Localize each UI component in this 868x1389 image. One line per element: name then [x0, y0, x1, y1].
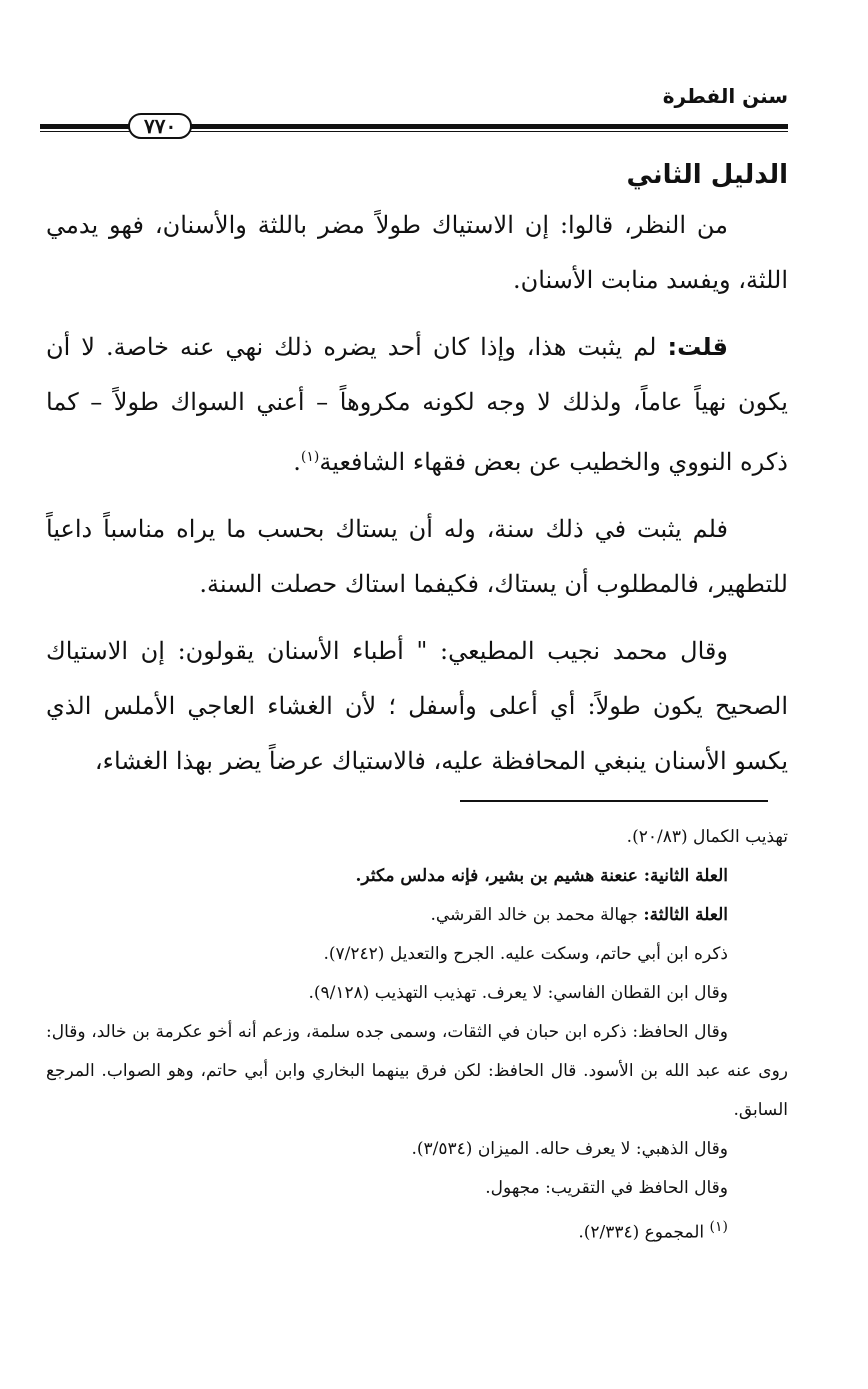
paragraph-1: من النظر، قالوا: إن الاستياك طولاً مضر باللثة والأسنان، فهو يدمي اللثة، ويفسد منابت الأسنان.: [46, 211, 788, 294]
footnote-line-2: [46, 857, 788, 896]
paragraph-2-text: لم يثبت هذا، وإذا كان أحد يضره ذلك نهي عنه خاصة. لا أن يكون نهياً عاماً، ولذلك لا وجه لكونه مكروهاً – أعني السواك طولاً – كما ذكره النووي والخطيب عن بعض فقهاء الشافعية: [46, 333, 788, 476]
footnotes: [46, 818, 788, 1253]
footnote-line-8: وقال الحافظ في التقريب: مجهول.: [485, 1178, 728, 1198]
footnote-ref-1: (١): [300, 449, 320, 465]
footnote-line-1: تهذيب الكمال (٢٠/٨٣).: [626, 827, 788, 847]
illa-2-text: عنعنة هشيم بن بشير، فإنه مدلس مكثر.: [355, 866, 644, 886]
paragraph-2-lead: قلت:: [667, 333, 728, 361]
illa-2-label: العلة الثانية:: [643, 866, 728, 886]
footnote-line-5: وقال ابن القطان الفاسي: لا يعرف. تهذيب التهذيب (٩/١٢٨).: [308, 983, 728, 1003]
paragraph-2: [46, 320, 788, 490]
page-header: [40, 80, 788, 140]
footnote-separator: [460, 800, 768, 802]
running-title: سنن الفطرة: [662, 84, 788, 108]
footnote-line-4: ذكره ابن أبي حاتم، وسكت عليه. الجرح والتعديل (٧/٢٤٢).: [323, 944, 728, 964]
footnote-1-text: المجموع (٢/٣٣٤).: [578, 1222, 710, 1243]
main-text: [46, 160, 788, 801]
illa-3-text: جهالة محمد بن خالد القرشي.: [430, 905, 644, 925]
footnote-1-marker: (١): [709, 1219, 728, 1235]
paragraph-2-end: .: [293, 448, 301, 476]
footnote-line-7: وقال الذهبي: لا يعرف حاله. الميزان (٣/٥٣٤).: [411, 1139, 728, 1159]
illa-3-label: العلة الثالثة:: [643, 905, 728, 925]
footnote-line-6: وقال الحافظ: ذكره ابن حبان في الثقات، وسمى جده سلمة، وزعم أنه أخو عكرمة بن خالد، وقال: روى عنه عبد الله بن الأسود. قال الحافظ: لكن فرق بينهما البخاري وابن أبي حاتم، وهو الصواب. المرجع السابق.: [46, 1022, 788, 1120]
page-number: ٧٧٠: [128, 113, 192, 139]
paragraph-3: فلم يثبت في ذلك سنة، وله أن يستاك بحسب ما يراه مناسباً داعياً للتطهير، فالمطلوب أن يستاك، فكيفما استاك حصلت السنة.: [46, 515, 788, 598]
footnote-line-3: [46, 896, 788, 935]
paragraph-4: وقال محمد نجيب المطيعي: " أطباء الأسنان يقولون: إن الاستياك الصحيح يكون طولاً: أي أعلى وأسفل ؛ لأن الغشاء العاجي الأملس الذي يكسو الأسنان ينبغي المحافظة عليه، فالاستياك عرضاً يضر بهذا الغشاء،: [46, 637, 789, 775]
footnote-1: [46, 1208, 788, 1253]
section-heading: الدليل الثاني: [626, 160, 788, 190]
